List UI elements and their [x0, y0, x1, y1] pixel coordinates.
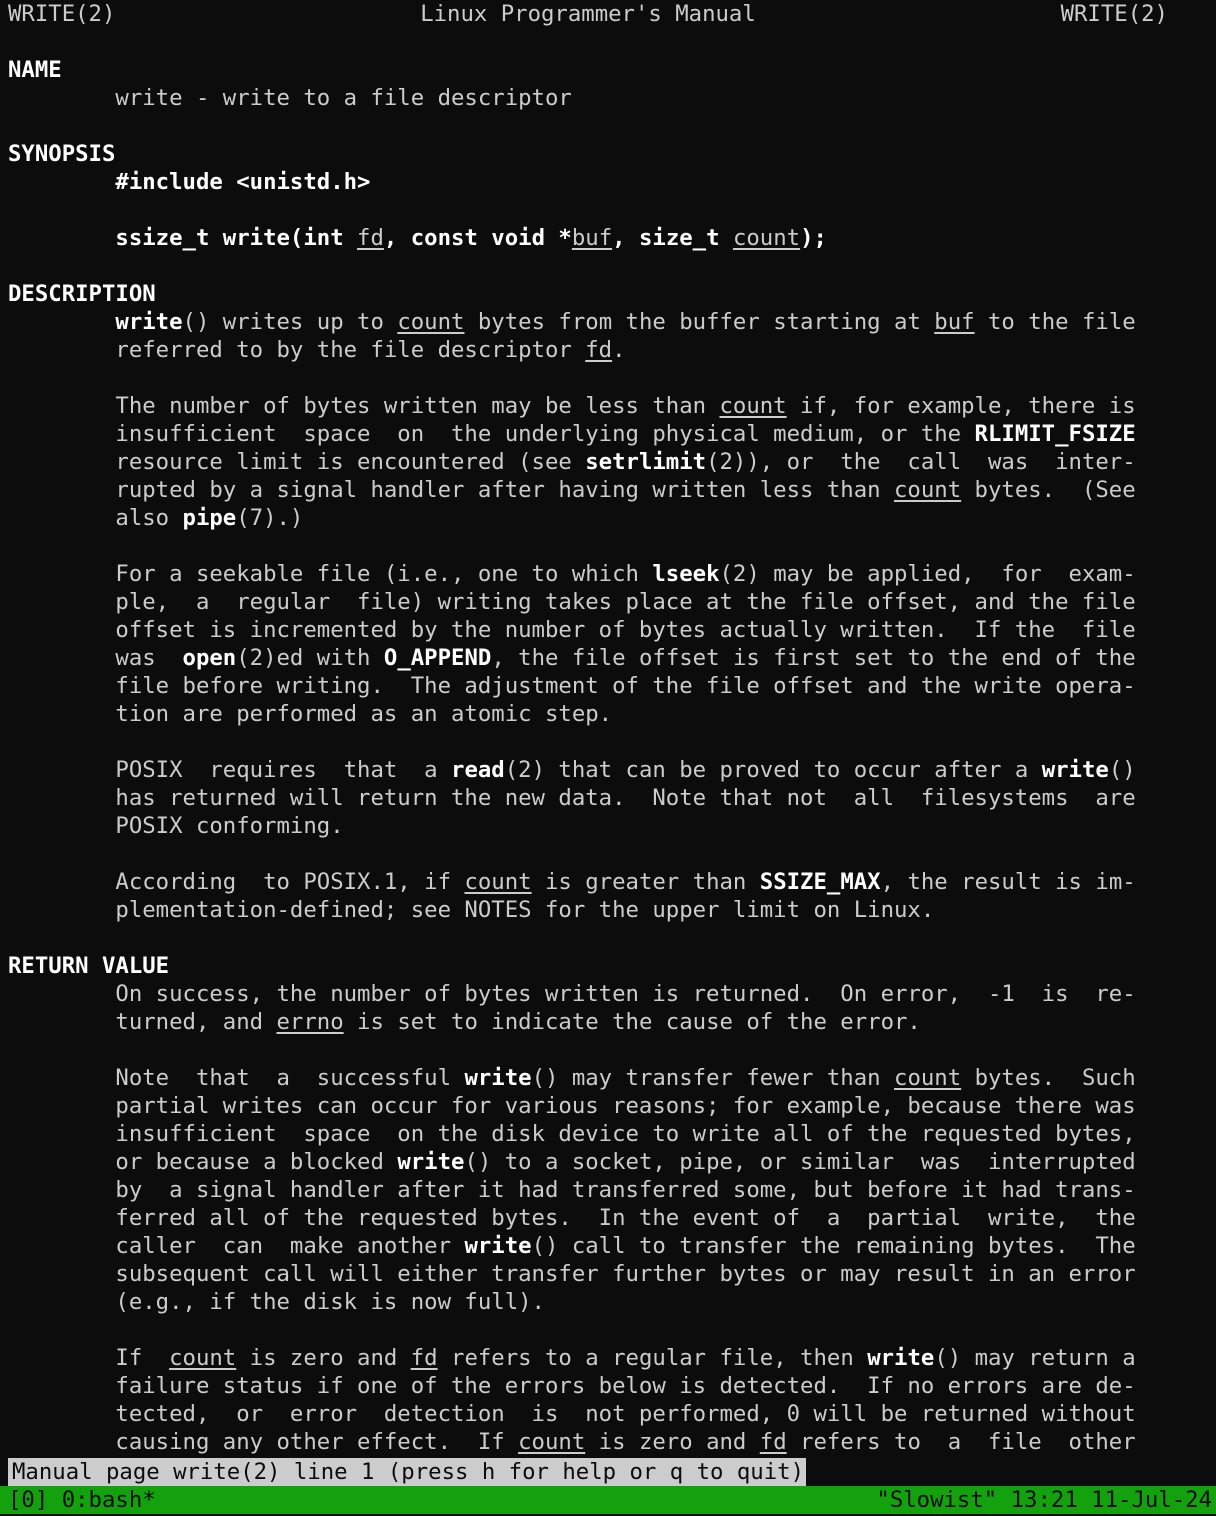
tmux-status-bar: [0, 1486, 1216, 1514]
text-line: [8, 1400, 1168, 1428]
bold-term: open: [182, 645, 237, 671]
text-line: [8, 980, 1168, 1008]
name-line: write - write to a file descriptor: [115, 85, 572, 111]
text-line: [8, 392, 1168, 420]
text-run: causing any other effect. If: [115, 1429, 519, 1455]
argument-term: buf: [934, 309, 975, 335]
text-run: If: [115, 1345, 170, 1371]
text-run: bytes from the buffer starting at: [464, 309, 935, 335]
bold-term: write: [115, 309, 183, 335]
argument-term: fd: [759, 1429, 787, 1455]
text-run: file before writing. The adjustment of the file offset and the write opera‐: [115, 673, 1136, 699]
man-page-content: [8, 0, 1168, 1456]
text-run: bytes. Such: [961, 1065, 1136, 1091]
bold-term: SSIZE_MAX: [759, 869, 881, 895]
text-run: has returned will return the new data. Note that not all filesystems are: [115, 785, 1136, 811]
text-run: () writes up to: [182, 309, 398, 335]
text-run: resource limit is encountered (see: [115, 449, 586, 475]
argument-term: fd: [357, 225, 384, 251]
text-run: (): [1108, 757, 1136, 783]
text-line: [8, 560, 1168, 588]
text-run: (7).): [236, 505, 304, 531]
text-run: was: [115, 645, 183, 671]
text-run: On success, the number of bytes written is returned. On error, -1 is re‐: [115, 981, 1136, 1007]
argument-term: count: [732, 225, 801, 251]
text-run: tion are performed as an atomic step.: [115, 701, 613, 727]
synopsis-prototype: [115, 225, 827, 251]
bold-term: read: [451, 757, 505, 783]
argument-term: count: [518, 1429, 586, 1455]
text-run: () may transfer fewer than: [531, 1065, 895, 1091]
text-run: (2)), or the call was inter‐: [706, 449, 1136, 475]
description-body: [8, 308, 1168, 924]
text-run: if, for example, there is: [786, 393, 1136, 419]
tmux-host-clock: "Slowist" 13:21 11-Jul-24: [876, 1487, 1212, 1513]
argument-term: count: [169, 1345, 237, 1371]
text-line: [8, 644, 1168, 672]
synopsis-include: #include <unistd.h>: [115, 169, 371, 195]
text-run: is set to indicate the cause of the error.: [343, 1009, 921, 1035]
argument-term: count: [894, 1065, 962, 1091]
text-line: [8, 812, 1168, 840]
text-line: [8, 588, 1168, 616]
text-run: ferred all of the requested bytes. In the event of a partial write, the: [115, 1205, 1136, 1231]
text-run: referred to by the file descriptor: [115, 337, 586, 363]
text-run: POSIX conforming.: [115, 813, 344, 839]
man-header: [8, 0, 1168, 28]
argument-term: count: [397, 309, 465, 335]
header-center: Linux Programmer's Manual: [420, 1, 756, 27]
bold-term: RLIMIT_FSIZE: [974, 421, 1136, 447]
text-line: [8, 1092, 1168, 1120]
bold-term: , const void *: [383, 225, 572, 251]
bold-term: setrlimit: [585, 449, 707, 475]
text-run: partial writes can occur for various reasons; for example, because there was: [115, 1093, 1136, 1119]
bold-term: ssize_t write(int: [115, 225, 358, 251]
text-line: [8, 1120, 1168, 1148]
text-run: is zero and: [236, 1345, 411, 1371]
section-description: DESCRIPTION: [8, 281, 156, 307]
text-run: insufficient space on the disk device to write all of the requested bytes,: [115, 1121, 1136, 1147]
text-run: refers to a file other: [786, 1429, 1136, 1455]
text-run: caller can make another: [115, 1233, 465, 1259]
text-run: subsequent call will either transfer further bytes or may result in an error: [115, 1261, 1136, 1287]
section-name: NAME: [8, 57, 62, 83]
argument-term: count: [894, 477, 962, 503]
text-line: [8, 448, 1168, 476]
text-run: plementation-defined; see NOTES for the upper limit on Linux.: [115, 897, 935, 923]
text-run: (e.g., if the disk is now full).: [115, 1289, 545, 1315]
text-run: by a signal handler after it had transferred some, but before it had trans‐: [115, 1177, 1136, 1203]
pager-status-line: Manual page write(2) line 1 (press h for help or q to quit): [8, 1458, 806, 1486]
text-run: () call to transfer the remaining bytes. The: [531, 1233, 1136, 1259]
argument-term: count: [719, 393, 787, 419]
text-line: [8, 1428, 1168, 1456]
text-run: According to POSIX.1, if: [115, 869, 465, 895]
text-run: () to a socket, pipe, or similar was interrupted: [464, 1149, 1136, 1175]
bold-term: write: [867, 1345, 935, 1371]
text-line: [8, 784, 1168, 812]
text-run: tected, or error detection is not performed, 0 will be returned without: [115, 1401, 1136, 1427]
bold-term: write: [464, 1233, 532, 1259]
bold-term: lseek: [652, 561, 720, 587]
text-line: [8, 672, 1168, 700]
text-run: to the file: [974, 309, 1136, 335]
bold-term: write: [1041, 757, 1109, 783]
text-line: [8, 1008, 1168, 1036]
text-run: insufficient space on the underlying physical medium, or the: [115, 421, 975, 447]
text-line: [8, 1064, 1168, 1092]
text-line: [8, 504, 1168, 532]
text-run: The number of bytes written may be less than: [115, 393, 720, 419]
text-run: is greater than: [531, 869, 760, 895]
argument-term: buf: [571, 225, 613, 251]
argument-term: fd: [410, 1345, 438, 1371]
bold-term: , size_t: [612, 225, 733, 251]
text-run: (2) may be applied, for exam‐: [719, 561, 1136, 587]
text-line: [8, 1176, 1168, 1204]
text-run: , the file offset is first set to the end of the: [491, 645, 1136, 671]
text-line: [8, 700, 1168, 728]
text-run: ple, a regular file) writing takes place at the file offset, and the file: [115, 589, 1136, 615]
text-line: [8, 308, 1168, 336]
bold-term: write: [397, 1149, 465, 1175]
tmux-window-list[interactable]: [0] 0:bash*: [8, 1487, 156, 1513]
text-run: failure status if one of the errors below is detected. If no errors are de‐: [115, 1373, 1136, 1399]
text-line: [8, 1204, 1168, 1232]
section-synopsis: SYNOPSIS: [8, 141, 116, 167]
text-run: .: [612, 337, 626, 363]
argument-term: errno: [276, 1009, 344, 1035]
text-line: [8, 1288, 1168, 1316]
text-run: rupted by a signal handler after having written less than: [115, 477, 894, 503]
text-run: is zero and: [585, 1429, 760, 1455]
text-run: (2)ed with: [236, 645, 384, 671]
text-run: turned, and: [115, 1009, 277, 1035]
text-run: POSIX requires that a: [115, 757, 452, 783]
text-line: [8, 1372, 1168, 1400]
text-run: or because a blocked: [115, 1149, 398, 1175]
text-run: Note that a successful: [115, 1065, 465, 1091]
text-line: [8, 336, 1168, 364]
text-run: For a seekable file (i.e., one to which: [115, 561, 653, 587]
text-line: [8, 1232, 1168, 1260]
text-run: also: [115, 505, 183, 531]
text-line: [8, 616, 1168, 644]
text-line: [8, 868, 1168, 896]
section-return-value: RETURN VALUE: [8, 953, 170, 979]
bold-term: );: [800, 225, 827, 251]
text-run: bytes. (See: [961, 477, 1136, 503]
text-line: [8, 756, 1168, 784]
return-value-body: [8, 980, 1168, 1456]
text-line: [8, 1260, 1168, 1288]
text-run: , the result is im‐: [880, 869, 1136, 895]
text-line: [8, 476, 1168, 504]
text-run: () may return a: [934, 1345, 1136, 1371]
header-right: WRITE(2): [1060, 1, 1168, 27]
header-left: WRITE(2): [8, 1, 116, 27]
text-line: [8, 1344, 1168, 1372]
text-run: refers to a regular file, then: [437, 1345, 868, 1371]
argument-term: fd: [585, 337, 613, 363]
text-line: [8, 420, 1168, 448]
bold-term: O_APPEND: [383, 645, 492, 671]
text-run: (2) that can be proved to occur after a: [504, 757, 1042, 783]
bold-term: pipe: [182, 505, 237, 531]
argument-term: count: [464, 869, 532, 895]
text-run: offset is incremented by the number of bytes actually written. If the file: [115, 617, 1136, 643]
bold-term: write: [464, 1065, 532, 1091]
text-line: [8, 1148, 1168, 1176]
text-line: [8, 896, 1168, 924]
